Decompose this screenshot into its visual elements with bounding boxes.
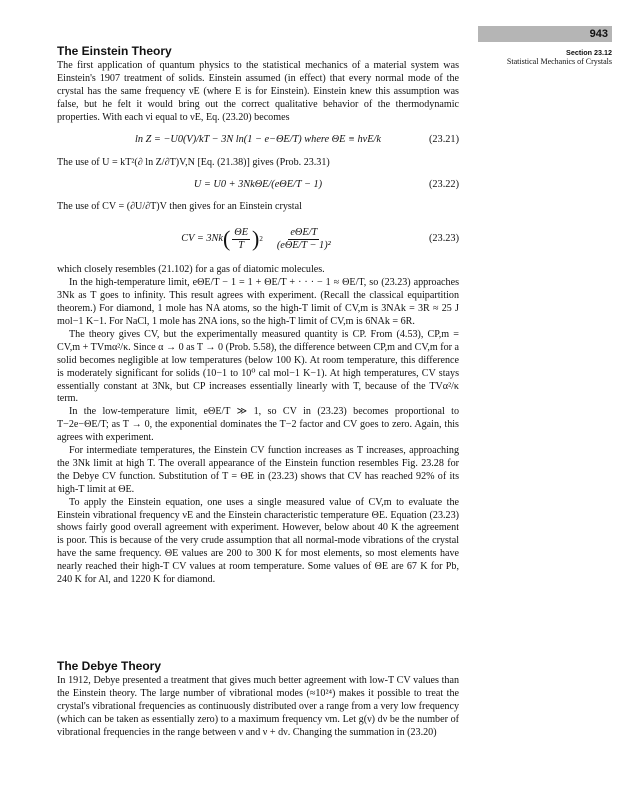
einstein-paragraph-3: The use of CV = (∂U/∂T)V then gives for an Einstein crystal — [57, 201, 302, 213]
einstein-heading: The Einstein Theory — [57, 44, 172, 58]
section-number: Section 23.12 — [566, 48, 612, 57]
squared-exponent: 2 — [259, 234, 263, 243]
page-number: 943 — [478, 26, 612, 42]
equation-23-21 — [57, 133, 459, 149]
einstein-paragraph-6: The theory gives CV, but the experimentally measured quantity is CP. From (4.53), CP,m = CV,m + TVmα²/κ. Since α → 0 as T → 0 (Prob. 5.58), the difference between CP,m and CV,m for a solid becomes negligible at low temperatures (below 100 K). At room temperature, this difference is moderately significant for solids (10−1 to 10⁰ cal mol−1 K−1). At high temperatures, CV stays essentially constant at 3Nk, but CP increases essentially linearly with T, because of the TVα²/κ term. — [57, 328, 460, 405]
equation-23-21-body: ln Z = −U0(V)/kT − 3N ln(1 − e−ΘE/T) where ΘE ≡ hνE/k — [135, 134, 381, 146]
equation-23-22-number: (23.22) — [428, 178, 459, 190]
debye-heading: The Debye Theory — [57, 659, 162, 673]
equation-23-21-number: (23.21) — [428, 134, 459, 146]
fraction-2-numerator: eΘE/T — [290, 226, 318, 238]
equation-23-22 — [57, 177, 459, 193]
einstein-paragraph-5: In the high-temperature limit, eΘE/T − 1 = 1 + ΘE/T + · · · − 1 ≈ ΘE/T, so (23.23) approaches 3Nk as T goes to infinity. This result agrees with experiment. (Recall the classical equipartition theorem.) For diamond, 1 mole has NA atoms, so the high-T limit of CV,m is 3NAk = 3R ≈ 25 J mol−1 K−1. For NaCl, 1 mole has 2NA ions, so the high-T limit of CV,m is 6NAk = 6R. — [57, 277, 459, 327]
fraction-1-numerator: ΘE — [234, 226, 248, 238]
right-paren: ) — [252, 226, 260, 252]
equation-23-22-body: U = U0 + 3NkΘE/(eΘE/T − 1) — [193, 178, 323, 190]
fraction-1-denominator: T — [238, 239, 244, 251]
equation-23-23-lhs: CV = 3Nk — [181, 232, 223, 244]
fraction-theta-over-t — [232, 227, 250, 252]
einstein-paragraph-2: The use of U = kT²(∂ ln Z/∂T)V,N [Eq. (21.38)] gives (Prob. 23.31) — [57, 156, 330, 168]
debye-section — [57, 659, 459, 740]
debye-paragraph-1: In 1912, Debye presented a treatment that gives much better agreement with low-T CV values than the Einstein theory. The large number of vibrational modes (≈10²⁴) makes it possible to treat the crystal's vibrational frequencies as continuously distributed over a range from a very low frequency (which can be taken as essentially zero) to a maximum frequency νm. Let g(ν) dν be the number of vibrational frequencies in the range between ν and ν + dν. Changing the summation in (23.20) — [57, 675, 459, 738]
running-header — [507, 48, 612, 66]
einstein-paragraph-8: For intermediate temperatures, the Einstein CV function increases as T increases, approaching the 3Nk limit at high T. The overall appearance of the Einstein function resembles Fig. 23.28 for the Debye CV function. Substitution of T = ΘE in (23.23) shows that CV has reached 92% of its high-T limit at ΘE. — [57, 445, 459, 495]
equation-23-23-number: (23.23) — [428, 232, 459, 244]
einstein-paragraph-7: In the low-temperature limit, eΘE/T ≫ 1, so CV in (23.23) becomes proportional to T−2e−ΘE/T; as T → 0, the exponential dominates the T−2 factor and CV goes to zero. Again, this agrees with experiment. — [57, 406, 459, 444]
fraction-2-denominator: (eΘE/T − 1)² — [276, 239, 331, 251]
einstein-section — [57, 44, 459, 587]
einstein-paragraph-1: The first application of quantum physics to the statistical mechanics of a material system was Einstein's 1907 treatment of solids. Einstein assumed (in effect) that every normal mode of the crystal has the same frequency νE (where E is for Einstein). Einstein knew this assumption was false, but he felt it would bring out the correct qualitative behavior of the thermodynamic properties. With each νi equal to νE, Eq. (23.20) becomes — [57, 60, 459, 123]
fraction-exponential — [275, 227, 333, 252]
equation-23-23 — [57, 222, 459, 256]
section-title: Statistical Mechanics of Crystals — [506, 57, 612, 66]
einstein-paragraph-4: which closely resembles (21.102) for a gas of diatomic molecules. — [57, 264, 325, 276]
left-paren: ( — [222, 226, 231, 252]
einstein-paragraph-9: To apply the Einstein equation, one uses a single measured value of CV,m to evaluate the Einstein vibrational frequency νE and the Einstein characteristic temperature ΘE. Equation (23.23) shows fairly good overall agreement with experiment. However, below about 40 K the agreement is poor. This is because of the very crude assumption that all normal-mode vibrations of the crystal have the same frequency. ΘE values are 200 to 300 K for most elements, so most elements have nearly reached their high-T CV values at room temperature. Some values of ΘE are 67 K for Pb, 240 K for Al, and 1220 K for diamond. — [57, 496, 459, 586]
